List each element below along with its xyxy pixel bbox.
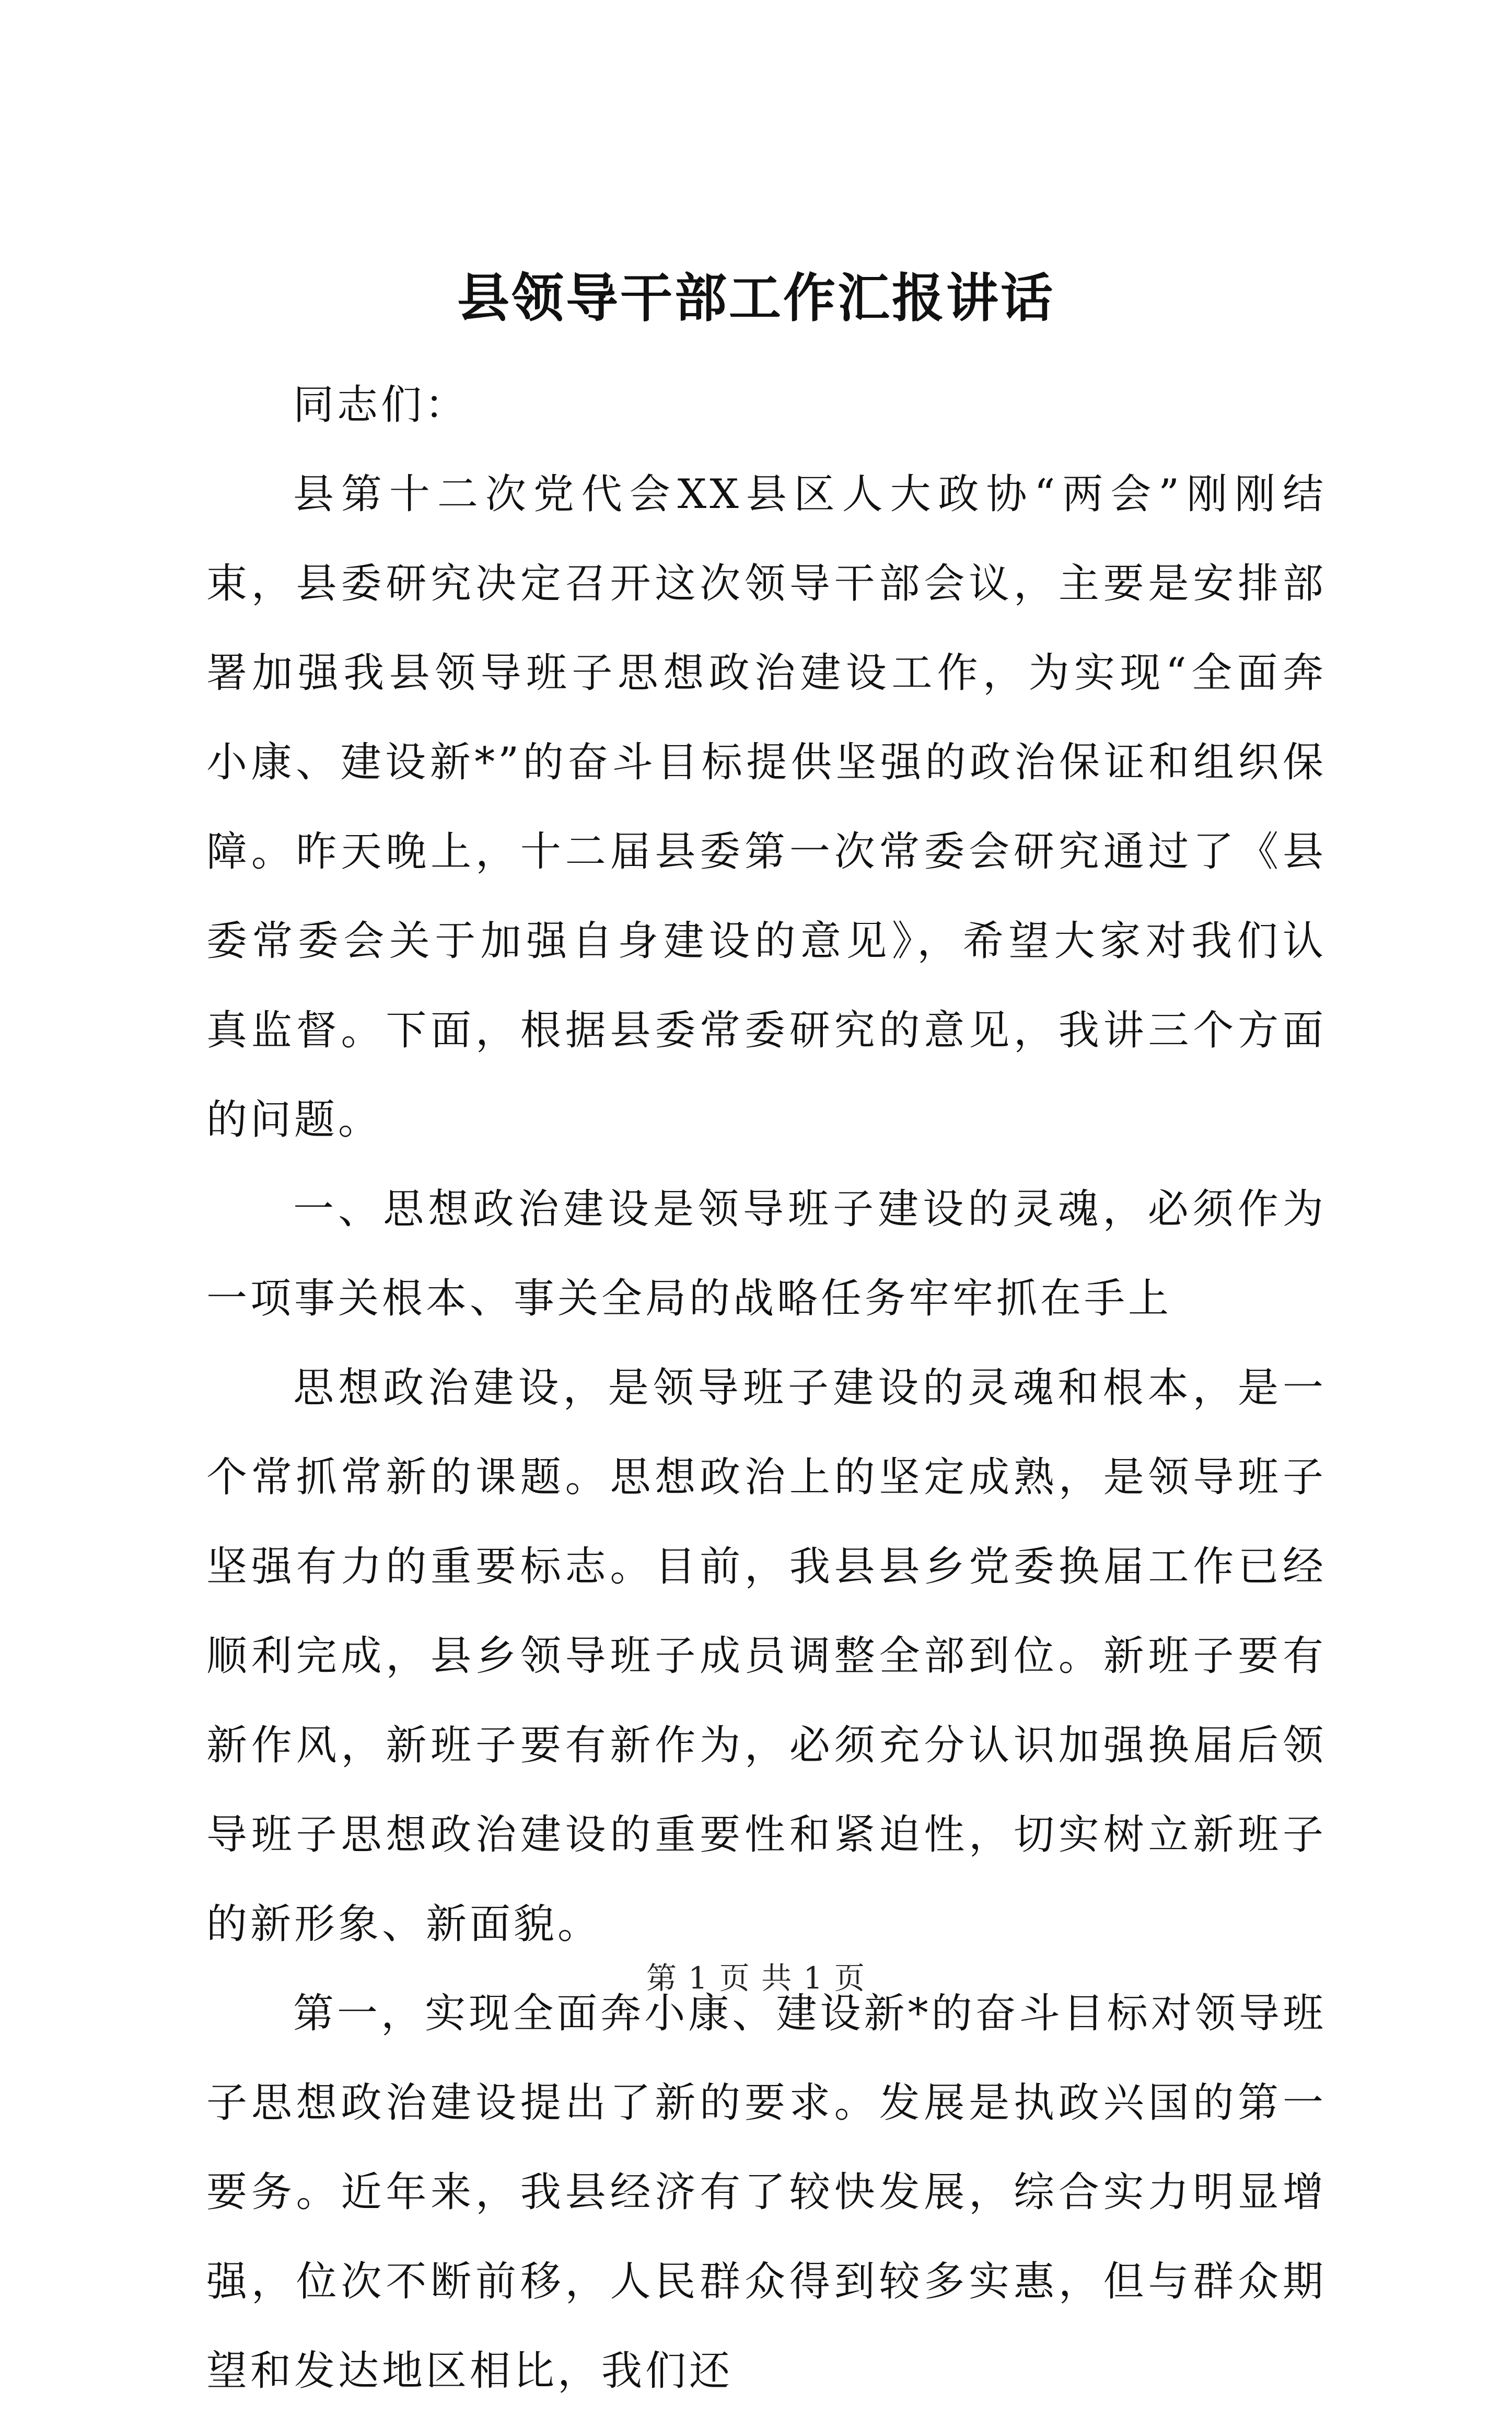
- paragraph-first-point: 第一，实现全面奔小康、建设新*的奋斗目标对领导班子思想政治建设提出了新的要求。发展是执政兴国的第一要务。近年来，我县经济有了较快发展，综合实力明显增强，位次不断前移，人民群众得到较多实惠，但与群众期望和发达地区相比，我们还: [206, 1990, 1327, 2395]
- paragraph-intro: 县第十二次党代会XX县区人大政协“两会”刚刚结束，县委研究决定召开这次领导干部会议，主要是安排部署加强我县领导班子思想政治建设工作，为实现“全面奔小康、建设新*”的奋斗目标提供坚强的政治保证和组织保障。昨天晚上，十二届县委第一次常委会研究通过了《县委常委会关于加强自身建设的意见》，希望大家对我们认真监督。下面，根据县委常委研究的意见，我讲三个方面的问题。: [206, 471, 1327, 1143]
- salutation: 同志们：: [293, 382, 469, 429]
- paragraph-section-1: 思想政治建设，是领导班子建设的灵魂和根本，是一个常抓常新的课题。思想政治上的坚定成熟，是领导班子坚强有力的重要标志。目前，我县县乡党委换届工作已经顺利完成，县乡领导班子成员调整全部到位。新班子要有新作风，新班子要有新作为，必须充分认识加强换届后领导班子思想政治建设的重要性和紧迫性，切实树立新班子的新形象、新面貌。: [206, 1365, 1327, 1948]
- section-heading-1: 一、思想政治建设是领导班子建设的灵魂，必须作为一项事关根本、事关全局的战略任务牢牢抓在手上: [206, 1186, 1327, 1322]
- document-title: 县领导干部工作汇报讲话: [457, 267, 1055, 329]
- document-body: [206, 361, 1327, 2416]
- page-number-footer: 第 1 页 共 1 页: [646, 1960, 866, 1996]
